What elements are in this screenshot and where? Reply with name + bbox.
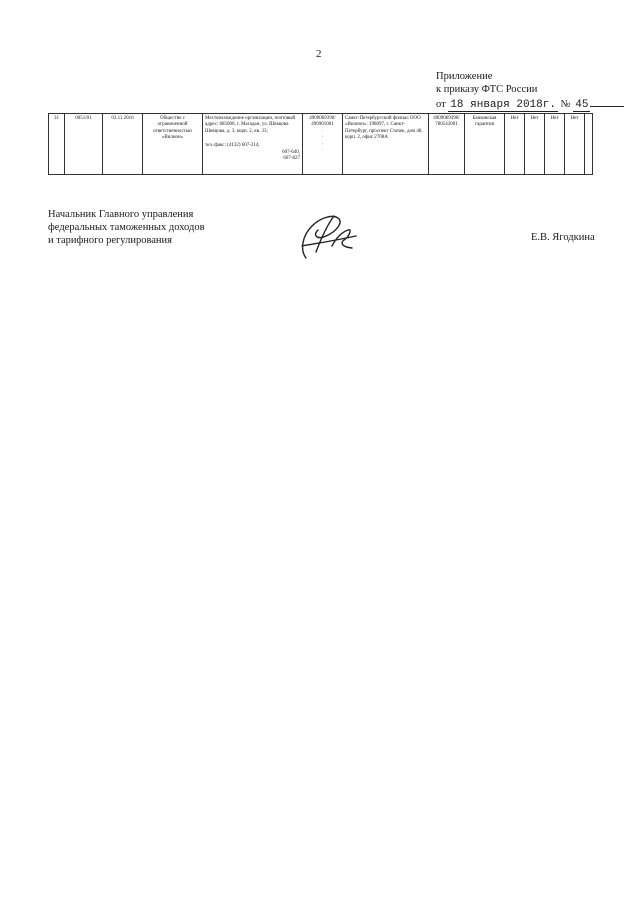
signer-position — [48, 208, 205, 247]
date-prefix: от — [436, 99, 446, 110]
number-prefix: № — [560, 99, 571, 110]
order-date: 18 января 2018г. — [450, 99, 556, 111]
signer-name: Е.В. Ягодкина — [531, 232, 595, 243]
cell-address — [203, 114, 303, 175]
cell-index: 31 — [49, 114, 65, 175]
cell-reg-number: 0051/01 — [65, 114, 103, 175]
cell-col-a: Нет — [505, 114, 525, 175]
phone-extra-2: 607-827 — [283, 156, 300, 162]
appendix-title: Приложение — [436, 71, 493, 82]
cell-inn-kpp — [303, 114, 343, 175]
inn-kpp-text: 4909069390/ 490901001 — [309, 116, 336, 128]
page-number: 2 — [316, 48, 322, 60]
signer-position-line-1: Начальник Главного управления — [48, 209, 194, 220]
cell-col-b: Нет — [525, 114, 545, 175]
records-table — [48, 113, 593, 175]
phone-extra-1: 607-640, — [282, 149, 300, 155]
phone-text: тел./факс: (4132) 607-214, — [205, 143, 260, 149]
cell-branch: Санкт-Петербургский филиал ООО «Вилион»: 198097, г. Санкт-Петербург, проспект Стачек, дом 48, корп. 2, офис 2708А — [343, 114, 429, 175]
address-text: Местонахождение организации, почтовый адрес: 685000, г. Магадан, ул. Шевцова Шевцова, д. 3, корп. 2, кв. 33; — [205, 116, 296, 134]
handwritten-signature — [292, 206, 362, 266]
table-row — [49, 114, 593, 175]
order-number: 45 — [575, 99, 589, 111]
cell-col-d: Нет — [565, 114, 585, 175]
cell-guarantee: Банковская гарантия — [465, 114, 505, 175]
appendix-header — [436, 70, 624, 112]
signer-position-line-2: федеральных таможенных доходов — [48, 222, 205, 233]
cell-empty — [585, 114, 593, 175]
number-underline — [590, 96, 624, 107]
separator-dots: · · · · — [321, 128, 324, 154]
appendix-order-ref: к приказу ФТС России — [436, 84, 538, 95]
cell-branch-inn-kpp: 4909069390/ 780543001 — [429, 114, 465, 175]
cell-date: 03.11.2016 — [103, 114, 143, 175]
signer-position-line-3: и тарифного регулирования — [48, 235, 172, 246]
appendix-date-line — [436, 96, 624, 112]
cell-col-c: Нет — [545, 114, 565, 175]
cell-organization-name: Общество с ограниченной ответственностью «Вилион» — [143, 114, 203, 175]
